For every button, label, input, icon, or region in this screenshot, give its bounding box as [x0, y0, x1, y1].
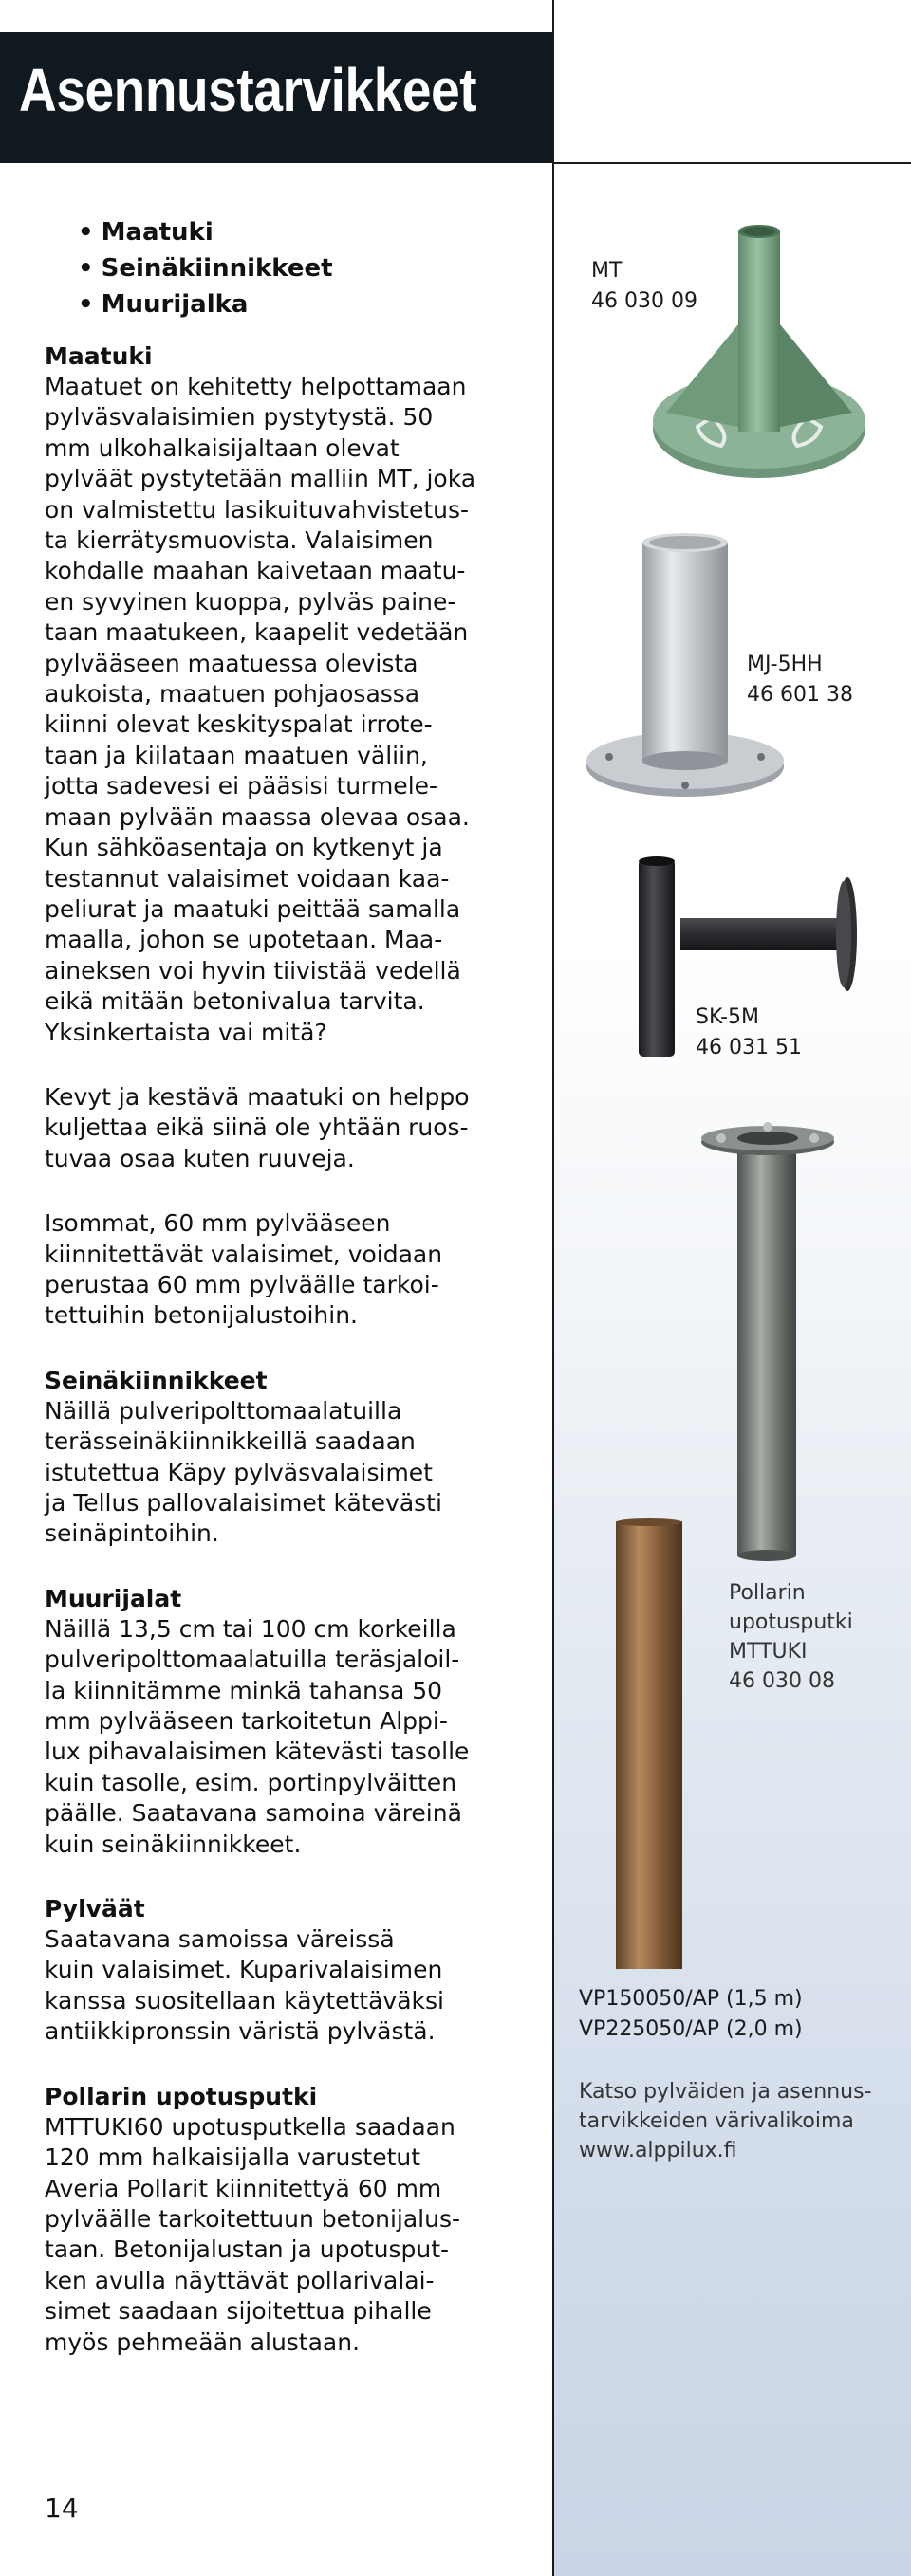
text-line: taan. Betonijalustan ja upotusput-: [45, 2236, 450, 2264]
text-line: Kevyt ja kestävä maatuki on helppo: [45, 1082, 470, 1111]
text-line: aineksen voi hyvin tiivistää vedellä: [45, 956, 461, 984]
text-line: on valmistettu lasikuituvahvistetus-: [45, 495, 470, 524]
text-line: eikä mitään betonivalua tarvita.: [45, 987, 425, 1016]
text-line: kanssa suositellaan käytettäväksi: [45, 1986, 444, 2015]
text-line: taan ja kiilataan maatuen väliin,: [45, 741, 428, 769]
caption-mj: [747, 650, 853, 710]
topic-item: • Muurijalka: [78, 286, 333, 322]
text-line: MTTUKI60 upotusputkella saadaan: [45, 2112, 456, 2141]
text-line: pylväät pystytetään malliin MT, joka: [45, 465, 476, 493]
product-name: MJ-5HH: [747, 653, 823, 676]
caption-vp: [579, 1984, 803, 2045]
paragraph-60mm: [45, 1208, 519, 1332]
text-line: lux pihavalaisimen kätevästi tasolle: [45, 1738, 470, 1766]
text-line: pylväsvalaisimien pystytystä. 50: [45, 403, 434, 432]
text-line: Saatavana samoissa väreissä: [45, 1925, 395, 1954]
note-line: tarvikkeiden värivalikoima: [579, 2109, 854, 2133]
section-maatuki: [45, 341, 519, 1048]
text-line: pylvääseen maatuessa olevista: [45, 649, 418, 677]
header-rule: [554, 162, 911, 164]
text-line: kiinni olevat keskityspalat irrote-: [45, 710, 433, 739]
product-code: 46 030 09: [591, 289, 697, 313]
text-line: simet saadaan sijoitettua pihalle: [45, 2297, 432, 2326]
text-line: seinäpintoihin.: [45, 1519, 219, 1548]
section-pylvaat: [45, 1894, 519, 2048]
text-line: päälle. Saatavana samoina väreinä: [45, 1799, 462, 1828]
topic-item: • Maatuki: [78, 214, 333, 250]
text-line: tettuihin betonijalustoihin.: [45, 1301, 359, 1330]
text-line: ta kierrätysmuovista. Valaisimen: [45, 526, 434, 555]
section-body: [45, 372, 519, 1048]
section-body: [45, 1924, 519, 2048]
text-line: Kun sähköasentaja on kytkenyt ja: [45, 834, 443, 862]
text-line: ken avulla näyttävät pollarivalai-: [45, 2266, 435, 2294]
paragraph-body: [45, 1208, 519, 1332]
text-line: ja Tellus pallovalaisimet kätevästi: [45, 1489, 442, 1517]
vp-pole-image: [612, 1518, 688, 1973]
text-line: jotta sadevesi ei pääsisi turmele-: [45, 772, 438, 800]
body-text-column: [45, 341, 519, 2392]
text-line: Averia Pollarit kiinnitettyä 60 mm: [45, 2174, 442, 2202]
product-name: MT: [591, 259, 623, 283]
section-body: [45, 1614, 519, 1860]
section-body: [45, 1396, 519, 1550]
text-line: myös pehmeään alustaan.: [45, 2328, 361, 2356]
text-line: maan pylvään maassa olevaa osaa.: [45, 802, 470, 831]
product-code: VP150050/AP (1,5 m): [579, 1987, 803, 2011]
color-range-note: [579, 2077, 872, 2165]
paragraph-lightweight: [45, 1082, 519, 1174]
text-line: antiikkipronssin väristä pylvästä.: [45, 2017, 436, 2046]
page-number: 14: [45, 2493, 79, 2524]
caption-sk: [696, 1003, 802, 1063]
text-line: testannut valaisimet voidaan kaa-: [45, 864, 450, 892]
product-code: 46 031 51: [696, 1036, 802, 1059]
section-muurijalat: [45, 1584, 519, 1860]
section-heading: Pollarin upotusputki: [45, 2082, 318, 2110]
text-line: istutettua Käpy pylväsvalaisimet: [45, 1458, 433, 1486]
text-line: terässeinäkiinnikkeillä saadaan: [45, 1427, 416, 1456]
text-line: kuljettaa eikä siinä ole yhtään ruos-: [45, 1113, 469, 1142]
topic-item: • Seinäkiinnikkeet: [78, 250, 333, 286]
product-code: VP225050/AP (2,0 m): [579, 2017, 803, 2041]
product-name: SK-5M: [696, 1005, 759, 1029]
section-body: [45, 2112, 519, 2358]
product-name: MTTUKI: [729, 1640, 808, 1664]
paragraph-body: [45, 1082, 519, 1174]
text-line: pylväälle tarkoitettuun betonijalus-: [45, 2204, 461, 2233]
text-line: kuin seinäkiinnikkeet.: [45, 1830, 302, 1858]
text-line: Näillä pulveripolttomaalatuilla: [45, 1396, 402, 1425]
text-line: la kiinnitämme minkä tahansa 50: [45, 1676, 443, 1704]
text-line: peliurat ja maatuki peittää samalla: [45, 894, 461, 923]
caption-mttuki: [729, 1578, 853, 1696]
text-line: kiinnitettävät valaisimet, voidaan: [45, 1240, 443, 1268]
product-code: 46 601 38: [747, 683, 853, 707]
text-line: en syvyinen kuoppa, pylväs paine-: [45, 587, 456, 616]
text-line: kuin valaisimet. Kuparivalaisimen: [45, 1956, 443, 1984]
text-line: pulveripolttomaalatuilla teräsjaloil-: [45, 1646, 460, 1674]
text-line: kohdalle maahan kaivetaan maatu-: [45, 557, 466, 585]
page-title: Asennustarvikkeet: [19, 56, 477, 124]
column-divider: [552, 0, 554, 2576]
text-line: taan maatukeen, kaapelit vedetään: [45, 618, 469, 647]
text-line: 120 mm halkaisijalla varustetut: [45, 2144, 421, 2172]
text-line: Yksinkertaista vai mitä?: [45, 1018, 327, 1046]
section-pollarin: [45, 2082, 519, 2358]
product-code: 46 030 08: [729, 1669, 835, 1693]
section-heading: Muurijalat: [45, 1584, 182, 1612]
mttuki-sleeve-image: [697, 1119, 840, 1565]
section-heading: Pylväät: [45, 1895, 145, 1923]
text-line: mm pylvääseen tarkoitetun Alppi-: [45, 1707, 448, 1736]
section-seinakiinnikkeet: [45, 1366, 519, 1550]
text-line: kuin tasolle, esim. portinpylväitten: [45, 1768, 457, 1796]
section-heading: Maatuki: [45, 342, 153, 370]
text-line: Maatuet on kehitetty helpottamaan: [45, 373, 467, 400]
caption-line: upotusputki: [729, 1610, 853, 1634]
section-heading: Seinäkiinnikkeet: [45, 1366, 268, 1394]
topic-list: [78, 214, 333, 322]
text-line: maalla, johon se upotetaan. Maa-: [45, 926, 443, 954]
text-line: aukoista, maatuen pohjaosassa: [45, 680, 420, 708]
website-link[interactable]: www.alppilux.fi: [579, 2139, 737, 2162]
caption-line: Pollarin: [729, 1581, 806, 1605]
note-line: Katso pylväiden ja asennus-: [579, 2080, 872, 2104]
text-line: Näillä 13,5 cm tai 100 cm korkeilla: [45, 1614, 456, 1643]
text-line: Isommat, 60 mm pylvääseen: [45, 1209, 391, 1238]
text-line: perustaa 60 mm pylväälle tarkoi-: [45, 1270, 439, 1298]
text-line: mm ulkohalkaisijaltaan olevat: [45, 433, 400, 462]
text-line: tuvaa osaa kuten ruuveja.: [45, 1144, 355, 1172]
caption-mt: [591, 256, 697, 317]
